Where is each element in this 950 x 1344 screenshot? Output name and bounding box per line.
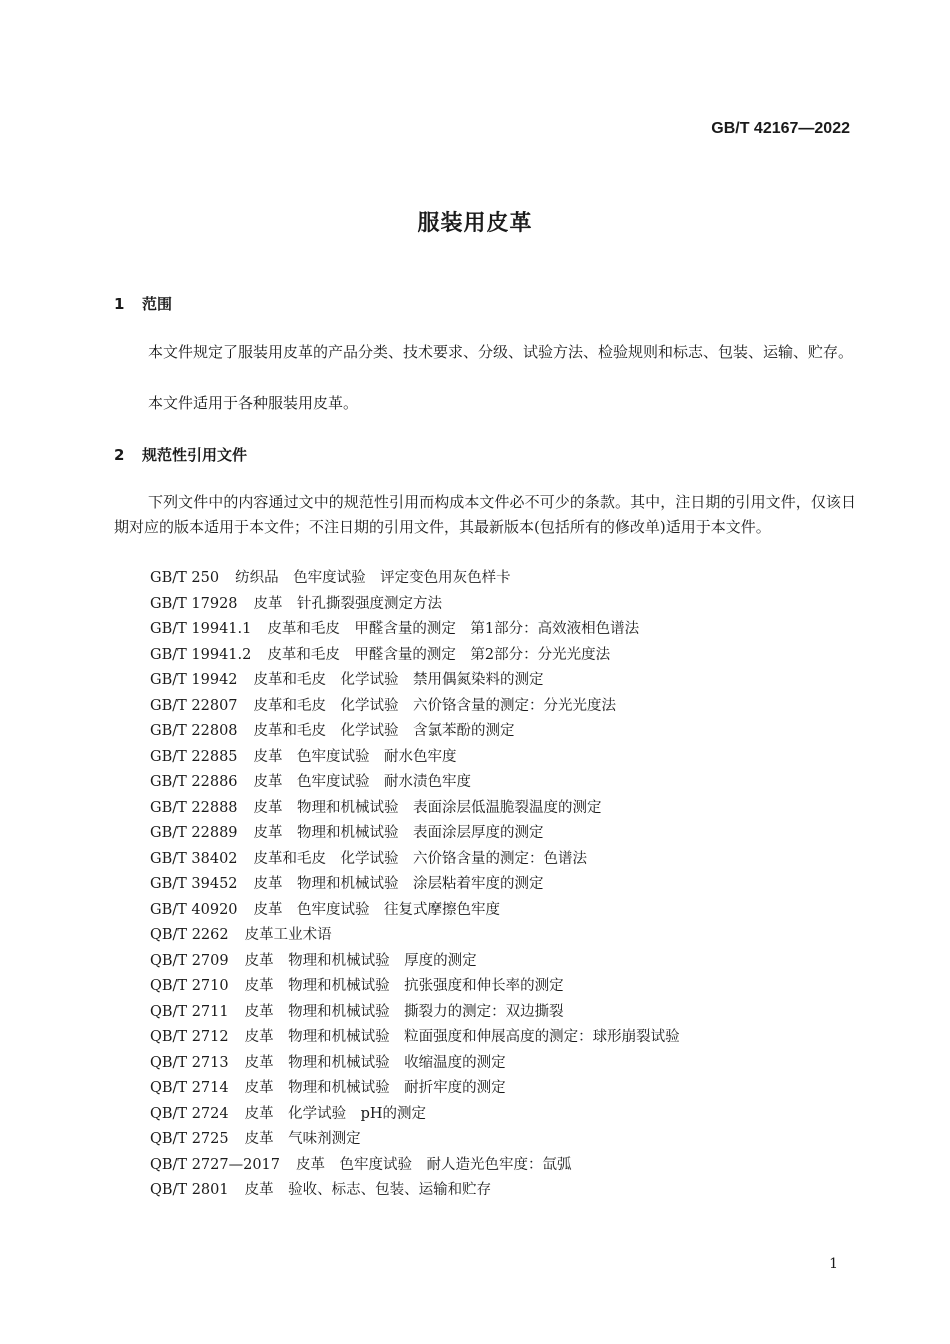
reference-item xyxy=(150,668,680,694)
reference-title: 皮革 物理和机械试验 粒面强度和伸展高度的测定：球形崩裂试验 xyxy=(244,1029,680,1045)
reference-title: 皮革和毛皮 化学试验 禁用偶氮染料的测定 xyxy=(253,672,544,688)
reference-item xyxy=(150,1102,680,1128)
reference-item xyxy=(150,617,680,643)
reference-title: 皮革 物理和机械试验 厚度的测定 xyxy=(244,952,477,969)
reference-title: 皮革 物理和机械试验 撕裂力的测定：双边撕裂 xyxy=(244,1003,564,1020)
reference-code: QB/T 2801 xyxy=(150,1182,229,1198)
reference-item xyxy=(150,898,680,924)
reference-title: 皮革和毛皮 化学试验 含氯苯酚的测定 xyxy=(253,723,515,739)
reference-code: GB/T 39452 xyxy=(150,876,238,892)
reference-item xyxy=(150,974,680,1000)
reference-item xyxy=(150,949,680,975)
reference-code: GB/T 19941.2 xyxy=(150,646,252,663)
reference-code: QB/T 2713 xyxy=(150,1054,229,1071)
reference-code: QB/T 2727—2017 xyxy=(150,1156,281,1173)
section-2-heading xyxy=(114,444,247,465)
reference-title: 皮革 色牢度试验 耐水渍色牢度 xyxy=(253,774,472,790)
reference-code: QB/T 2712 xyxy=(150,1029,229,1045)
reference-title: 皮革 物理和机械试验 涂层粘着牢度的测定 xyxy=(253,876,544,892)
reference-item xyxy=(150,821,680,847)
reference-code: QB/T 2711 xyxy=(150,1003,229,1020)
reference-list xyxy=(150,566,680,1204)
reference-title: 皮革 物理和机械试验 收缩温度的测定 xyxy=(244,1054,506,1071)
reference-code: GB/T 19942 xyxy=(150,672,238,688)
reference-item xyxy=(150,770,680,796)
reference-title: 皮革和毛皮 化学试验 六价铬含量的测定：色谱法 xyxy=(253,850,588,867)
section-1-paragraph-2: 本文件适用于各种服装用皮革。 xyxy=(148,394,359,412)
reference-item xyxy=(150,745,680,771)
reference-item xyxy=(150,796,680,822)
reference-title: 皮革 物理和机械试验 耐折牢度的测定 xyxy=(244,1080,506,1096)
reference-item xyxy=(150,1051,680,1077)
reference-code: GB/T 22888 xyxy=(150,799,238,816)
document-title: 服装用皮革 xyxy=(417,211,533,236)
reference-code: GB/T 22885 xyxy=(150,748,238,765)
reference-code: GB/T 40920 xyxy=(150,901,238,918)
reference-item xyxy=(150,694,680,720)
reference-code: QB/T 2725 xyxy=(150,1131,229,1147)
reference-code: GB/T 250 xyxy=(150,570,220,586)
reference-title: 皮革 色牢度试验 耐水色牢度 xyxy=(253,748,457,765)
reference-code: GB/T 22889 xyxy=(150,825,238,841)
reference-title: 皮革和毛皮 甲醛含量的测定 第2部分：分光光度法 xyxy=(267,646,611,663)
reference-title: 皮革 针孔撕裂强度测定方法 xyxy=(253,595,443,612)
reference-code: GB/T 38402 xyxy=(150,850,238,867)
section-1-paragraph-1: 本文件规定了服装用皮革的产品分类、技术要求、分级、试验方法、检验规则和标志、包装、运输、贮存。 xyxy=(148,343,854,361)
reference-item xyxy=(150,592,680,618)
reference-title: 皮革工业术语 xyxy=(244,927,332,943)
reference-item xyxy=(150,643,680,669)
reference-item xyxy=(150,1127,680,1153)
reference-item xyxy=(150,566,680,592)
section-1-heading xyxy=(114,293,172,314)
reference-item xyxy=(150,1000,680,1026)
reference-item xyxy=(150,1178,680,1204)
reference-item xyxy=(150,847,680,873)
reference-title: 皮革 化学试验 pH的测定 xyxy=(244,1105,427,1122)
section-2-intro: 下列文件中的内容通过文中的规范性引用而构成本文件必不可少的条款。其中，注日期的引用文件，仅该日期对应的版本适用于本文件；不注日期的引用文件，其最新版本(包括所有的修改单)适用于本文件。 xyxy=(114,493,856,536)
reference-code: QB/T 2714 xyxy=(150,1080,229,1096)
reference-title: 皮革 色牢度试验 耐人造光色牢度：氙弧 xyxy=(296,1156,572,1173)
reference-item xyxy=(150,872,680,898)
reference-code: GB/T 22807 xyxy=(150,697,238,714)
reference-code: GB/T 22808 xyxy=(150,723,238,739)
reference-code: QB/T 2709 xyxy=(150,952,229,969)
reference-code: QB/T 2262 xyxy=(150,927,229,943)
reference-title: 皮革 物理和机械试验 表面涂层厚度的测定 xyxy=(253,825,544,841)
section-1-number: 1 xyxy=(114,295,125,313)
reference-title: 皮革 验收、标志、包装、运输和贮存 xyxy=(244,1182,492,1198)
reference-title: 皮革 色牢度试验 往复式摩擦色牢度 xyxy=(253,901,501,918)
section-1-title: 范围 xyxy=(142,295,173,313)
reference-item xyxy=(150,1076,680,1102)
reference-title: 皮革 物理和机械试验 抗张强度和伸长率的测定 xyxy=(244,978,564,994)
reference-title: 皮革 物理和机械试验 表面涂层低温脆裂温度的测定 xyxy=(253,799,602,816)
reference-code: QB/T 2724 xyxy=(150,1105,229,1122)
reference-title: 皮革 气味剂测定 xyxy=(244,1131,361,1147)
reference-item xyxy=(150,923,680,949)
reference-code: GB/T 19941.1 xyxy=(150,621,252,637)
reference-item xyxy=(150,719,680,745)
page-number: 1 xyxy=(829,1256,838,1272)
section-2-title: 规范性引用文件 xyxy=(142,446,248,464)
reference-title: 皮革和毛皮 化学试验 六价铬含量的测定：分光光度法 xyxy=(253,697,617,714)
reference-title: 纺织品 色牢度试验 评定变色用灰色样卡 xyxy=(235,570,511,586)
section-2-number: 2 xyxy=(114,446,125,464)
reference-item xyxy=(150,1153,680,1179)
reference-item xyxy=(150,1025,680,1051)
standard-number: GB/T 42167—2022 xyxy=(711,120,850,137)
reference-code: GB/T 22886 xyxy=(150,774,238,790)
reference-code: GB/T 17928 xyxy=(150,595,238,612)
reference-title: 皮革和毛皮 甲醛含量的测定 第1部分：高效液相色谱法 xyxy=(267,621,640,637)
reference-code: QB/T 2710 xyxy=(150,978,229,994)
